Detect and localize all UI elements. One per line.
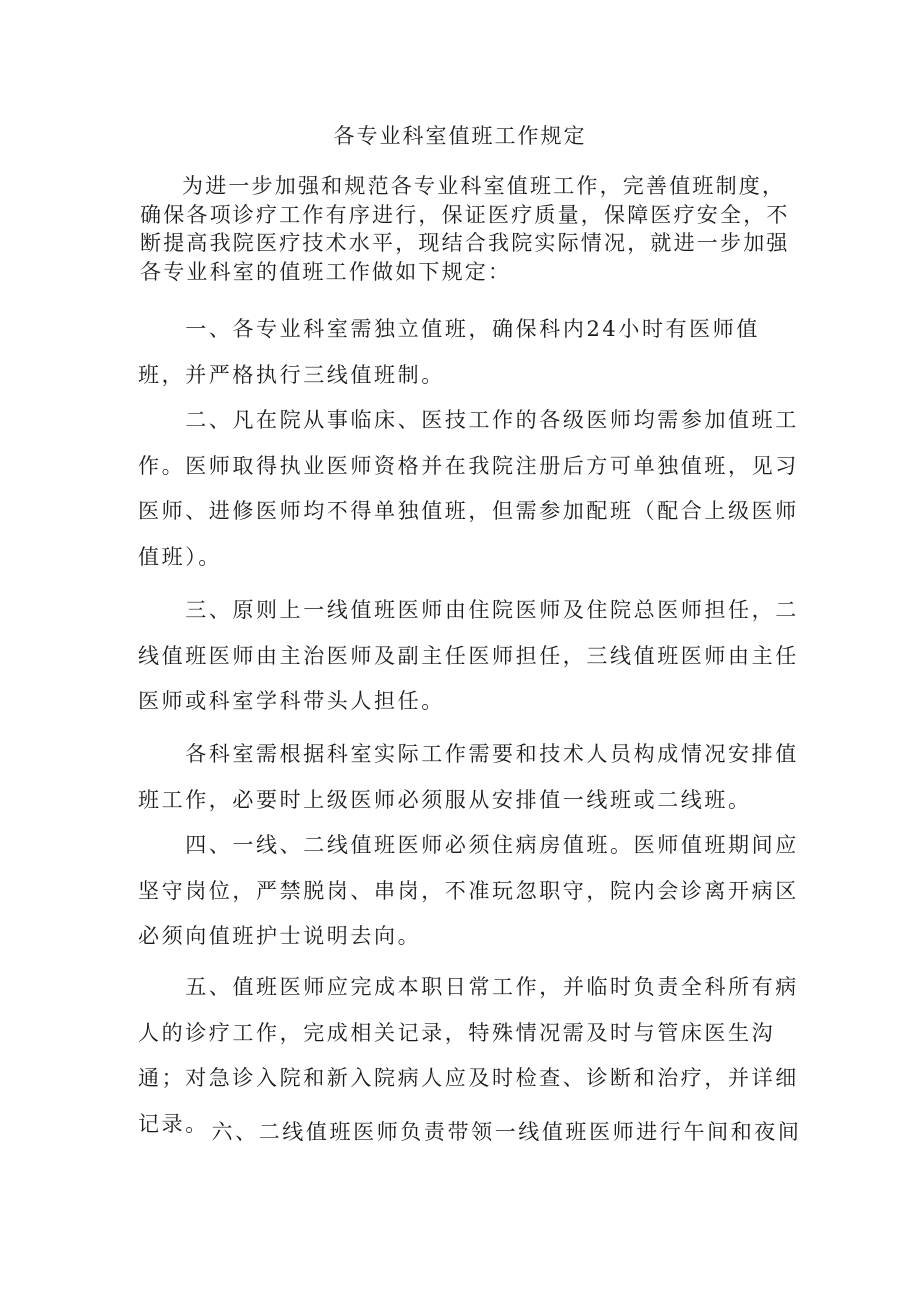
paragraph-7: 六、二线值班医师负责带领一线值班医师进行午间和夜间 <box>211 1120 802 1144</box>
paragraph-1: 一、各专业科室需独立值班，确保科内24小时有医师值班，并严格执行三线值班制。 <box>138 317 760 387</box>
paragraph-5: 四、一线、二线值班医师必须住病房值班。医师值班期间应坚守岗位，严禁脱岗、串岗，不准玩忽职守，院内会诊离开病区必须向值班护士说明去向。 <box>138 833 799 948</box>
document-title: 各专业科室值班工作规定 <box>333 124 587 148</box>
paragraph-4: 各科室需根据科室实际工作需要和技术人员构成情况安排值班工作，必要时上级医师必须服从安排值一线班或二线班。 <box>138 742 799 812</box>
intro-paragraph: 为进一步加强和规范各专业科室值班工作，完善值班制度，确保各项诊疗工作有序进行，保证医疗质量，保障医疗安全，不断提高我院医疗技术水平，现结合我院实际情况，就进一步加强各专业科室的值班工作做如下规定： <box>140 174 790 284</box>
paragraph-2: 二、凡在院从事临床、医技工作的各级医师均需参加值班工作。医师取得执业医师资格并在我院注册后方可单独值班，见习医师、进修医师均不得单独值班，但需参加配班（配合上级医师值班）。 <box>138 408 799 569</box>
paragraph-6: 五、值班医师应完成本职日常工作，并临时负责全科所有病人的诊疗工作，完成相关记录，特殊情况需及时与管床医生沟通；对急诊入院和新入院病人应及时检查、诊断和治疗，并详细记录。 <box>138 975 799 1136</box>
paragraph-3: 三、原则上一线值班医师由住院医师及住院总医师担任，二线值班医师由主治医师及副主任医师担任，三线值班医师由主任医师或科室学科带头人担任。 <box>138 598 799 713</box>
